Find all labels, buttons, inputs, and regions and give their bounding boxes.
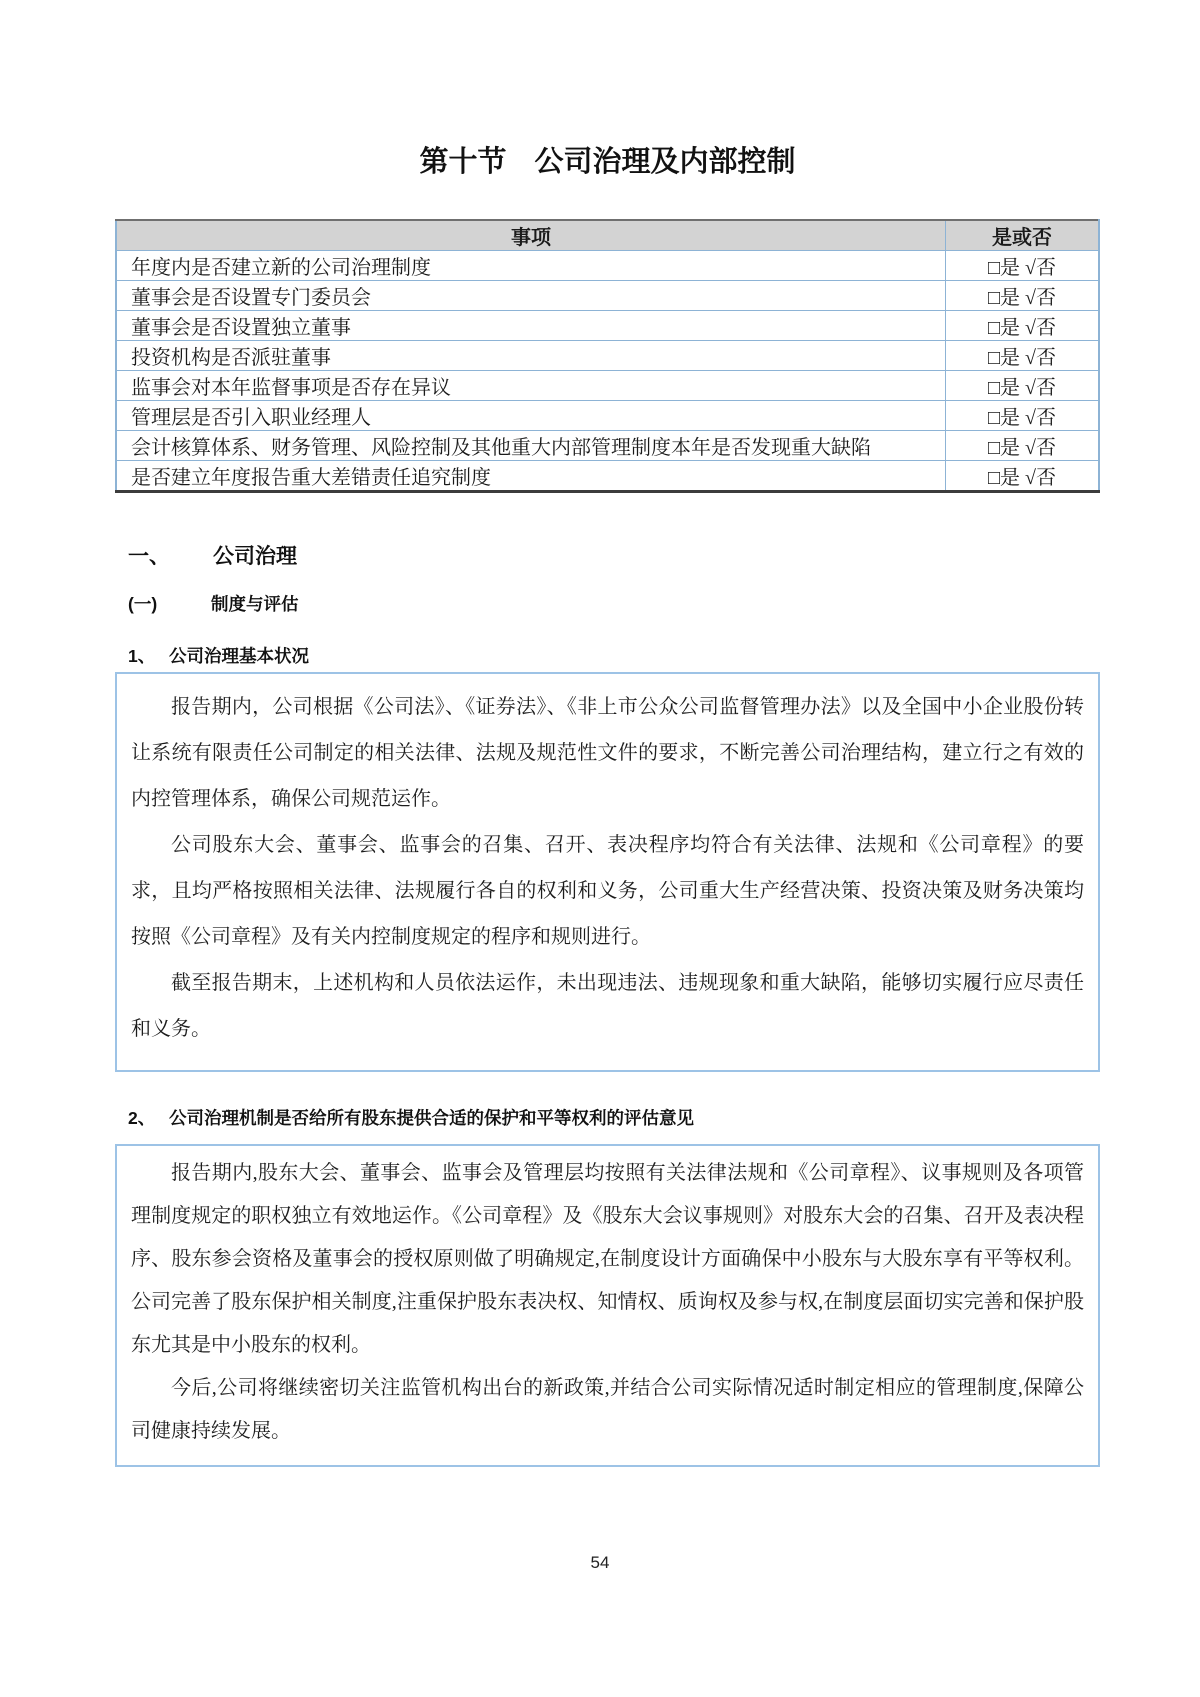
governance-checklist-table — [115, 219, 1100, 493]
item-heading-governance-status — [115, 644, 1100, 668]
table-row — [116, 461, 1099, 492]
row-answer: □是 √否 — [946, 431, 1100, 461]
section-number: 一、 — [128, 545, 170, 568]
row-answer: □是 √否 — [946, 401, 1100, 431]
table-row — [116, 251, 1099, 281]
row-answer: □是 √否 — [946, 251, 1100, 281]
row-item-text: 是否建立年度报告重大差错责任追究制度 — [116, 461, 946, 492]
row-answer: □是 √否 — [946, 371, 1100, 401]
paragraph: 公司股东大会、董事会、监事会的召集、召开、表决程序均符合有关法律、法规和《公司章程》的要求，且均严格按照相关法律、法规履行各自的权利和义务，公司重大生产经营决策、投资决策及财务决策均按照《公司章程》及有关内控制度规定的程序和规则进行。 — [131, 834, 1084, 948]
governance-status-textbox — [115, 672, 1100, 1072]
section-heading-governance — [115, 543, 1100, 571]
item-number: 2、 — [128, 1108, 156, 1128]
row-item-text: 投资机构是否派驻董事 — [116, 341, 946, 371]
item-title: 公司治理机制是否给所有股东提供合适的保护和平等权利的评估意见 — [169, 1108, 694, 1128]
row-item-text: 监事会对本年监督事项是否存在异议 — [116, 371, 946, 401]
chapter-subject: 公司治理及内部控制 — [534, 146, 796, 178]
page-content — [115, 142, 1100, 1467]
subsection-title: 制度与评估 — [211, 594, 299, 614]
paragraph: 今后,公司将继续密切关注监管机构出台的新政策,并结合公司实际情况适时制定相应的管理制度,保障公司健康持续发展。 — [131, 1377, 1084, 1442]
row-answer: □是 √否 — [946, 311, 1100, 341]
row-item-text: 会计核算体系、财务管理、风险控制及其他重大内部管理制度本年是否发现重大缺陷 — [116, 431, 946, 461]
shareholder-rights-textbox — [115, 1144, 1100, 1467]
section-title: 公司治理 — [213, 545, 297, 568]
paragraph: 截至报告期末，上述机构和人员依法运作，未出现违法、违规现象和重大缺陷，能够切实履行应尽责任和义务。 — [131, 972, 1084, 1040]
chapter-number: 第十节 — [419, 146, 507, 178]
paragraph: 报告期内,股东大会、董事会、监事会及管理层均按照有关法律法规和《公司章程》、议事规则及各项管理制度规定的职权独立有效地运作。《公司章程》及《股东大会议事规则》对股东大会的召集、召开及表决程序、股东参会资格及董事会的授权原则做了明确规定,在制度设计方面确保中小股东与大股东享有平等权利。公司完善了股东保护相关制度,注重保护股东表决权、知情权、质询权及参与权,在制度层面切实完善和保护股东尤其是中小股东的权利。 — [131, 1162, 1084, 1356]
table-row — [116, 371, 1099, 401]
paragraph: 报告期内，公司根据《公司法》、《证券法》、《非上市公众公司监督管理办法》以及全国中小企业股份转让系统有限责任公司制定的相关法律、法规及规范性文件的要求，不断完善公司治理结构，建立行之有效的内控管理体系，确保公司规范运作。 — [131, 696, 1084, 810]
table-row — [116, 281, 1099, 311]
row-answer: □是 √否 — [946, 341, 1100, 371]
row-item-text: 董事会是否设置独立董事 — [116, 311, 946, 341]
table-row — [116, 401, 1099, 431]
column-header-item: 事项 — [116, 220, 946, 251]
item-title: 公司治理基本状况 — [169, 646, 309, 666]
table-row — [116, 311, 1099, 341]
item-heading-shareholder-rights-evaluation — [115, 1106, 1100, 1130]
row-item-text: 年度内是否建立新的公司治理制度 — [116, 251, 946, 281]
table-row — [116, 431, 1099, 461]
page-title — [115, 142, 1100, 182]
subsection-number: (一) — [128, 594, 158, 614]
row-item-text: 董事会是否设置专门委员会 — [116, 281, 946, 311]
column-header-answer: 是或否 — [946, 220, 1100, 251]
table-row — [116, 341, 1099, 371]
row-answer: □是 √否 — [946, 461, 1100, 492]
row-answer: □是 √否 — [946, 281, 1100, 311]
row-item-text: 管理层是否引入职业经理人 — [116, 401, 946, 431]
page-number: 54 — [590, 1553, 610, 1572]
table-header-row — [116, 220, 1099, 251]
subsection-heading-system-evaluation — [115, 592, 1100, 616]
item-number: 1、 — [128, 646, 156, 666]
